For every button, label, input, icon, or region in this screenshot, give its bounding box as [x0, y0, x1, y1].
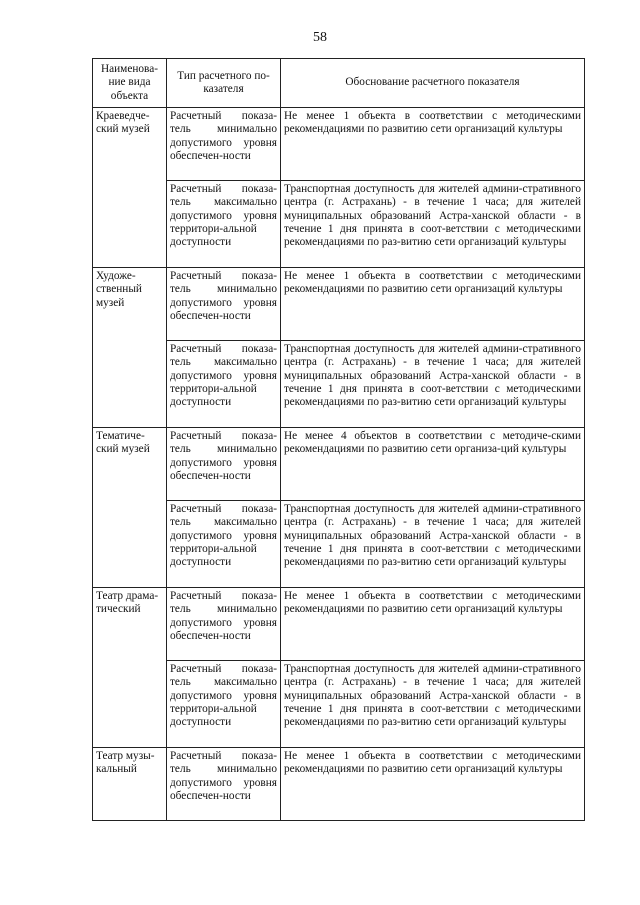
indicator-type-cell: Расчетный показа-тель минимально допустимого уровня обеспечен-ности [167, 268, 281, 341]
object-name-cell: Театр драма-тический [93, 588, 167, 748]
table-row [93, 341, 585, 428]
table-row [93, 501, 585, 588]
table-header-row [93, 59, 585, 108]
indicator-basis-cell: Транспортная доступность для жителей админи-стративного центра (г. Астрахань) - в течение 1 часа; для жителей муниципальных образований Астра-ханской области - в течение 1 дня принята в соот-ветствии с методическими рекомендациями по раз-витию сети организаций культуры [281, 341, 585, 428]
indicator-basis-cell: Транспортная доступность для жителей админи-стративного центра (г. Астрахань) - в течение 1 часа; для жителей муниципальных образований Астра-ханской области - в течение 1 дня принята в соот-ветствии с методическими рекомендациями по раз-витию сети организаций культуры [281, 661, 585, 748]
table-row [93, 588, 585, 661]
indicator-basis-cell: Транспортная доступность для жителей админи-стративного центра (г. Астрахань) - в течение 1 часа; для жителей муниципальных образований Астра-ханской области - в течение 1 дня принята в соот-ветствии с методическими рекомендациями по раз-витию сети организаций культуры [281, 181, 585, 268]
table-row [93, 108, 585, 181]
indicator-type-cell: Расчетный показа-тель максимально допустимого уровня территори-альной доступности [167, 501, 281, 588]
table-row [93, 661, 585, 748]
object-name-cell: Краеведче-ский музей [93, 108, 167, 268]
indicator-basis-cell: Не менее 1 объекта в соответствии с методическими рекомендациями по развитию сети организаций культуры [281, 108, 585, 181]
indicators-table [92, 58, 585, 821]
header-indicator-type: Тип расчетного по-казателя [167, 59, 281, 108]
object-name-cell: Театр музы-кальный [93, 748, 167, 821]
table-row [93, 428, 585, 501]
indicator-type-cell: Расчетный показа-тель минимально допустимого уровня обеспечен-ности [167, 428, 281, 501]
indicator-type-cell: Расчетный показа-тель максимально допустимого уровня территори-альной доступности [167, 181, 281, 268]
table-row [93, 748, 585, 821]
page-number: 58 [313, 30, 327, 45]
indicator-type-cell: Расчетный показа-тель максимально допустимого уровня территори-альной доступности [167, 661, 281, 748]
indicator-type-cell: Расчетный показа-тель минимально допустимого уровня обеспечен-ности [167, 748, 281, 821]
indicator-basis-cell: Не менее 1 объекта в соответствии с методическими рекомендациями по развитию сети организаций культуры [281, 588, 585, 661]
object-name-cell: Художе-ственный музей [93, 268, 167, 428]
object-name-cell: Тематиче-ский музей [93, 428, 167, 588]
indicator-type-cell: Расчетный показа-тель максимально допустимого уровня территори-альной доступности [167, 341, 281, 428]
indicator-basis-cell: Не менее 4 объектов в соответствии с методиче-скими рекомендациями по развитию сети организа-ций культуры [281, 428, 585, 501]
indicator-basis-cell: Не менее 1 объекта в соответствии с методическими рекомендациями по развитию сети организаций культуры [281, 268, 585, 341]
table-row [93, 181, 585, 268]
header-object-name: Наименова-ние вида объекта [93, 59, 167, 108]
indicator-basis-cell: Не менее 1 объекта в соответствии с методическими рекомендациями по развитию сети организаций культуры [281, 748, 585, 821]
indicator-basis-cell: Транспортная доступность для жителей админи-стративного центра (г. Астрахань) - в течение 1 часа; для жителей муниципальных образований Астра-ханской области - в течение 1 дня принята в соот-ветствии с методическими рекомендациями по раз-витию сети организаций культуры [281, 501, 585, 588]
indicator-type-cell: Расчетный показа-тель минимально допустимого уровня обеспечен-ности [167, 108, 281, 181]
indicator-type-cell: Расчетный показа-тель минимально допустимого уровня обеспечен-ности [167, 588, 281, 661]
table-row [93, 268, 585, 341]
header-indicator-basis: Обоснование расчетного показателя [281, 59, 585, 108]
